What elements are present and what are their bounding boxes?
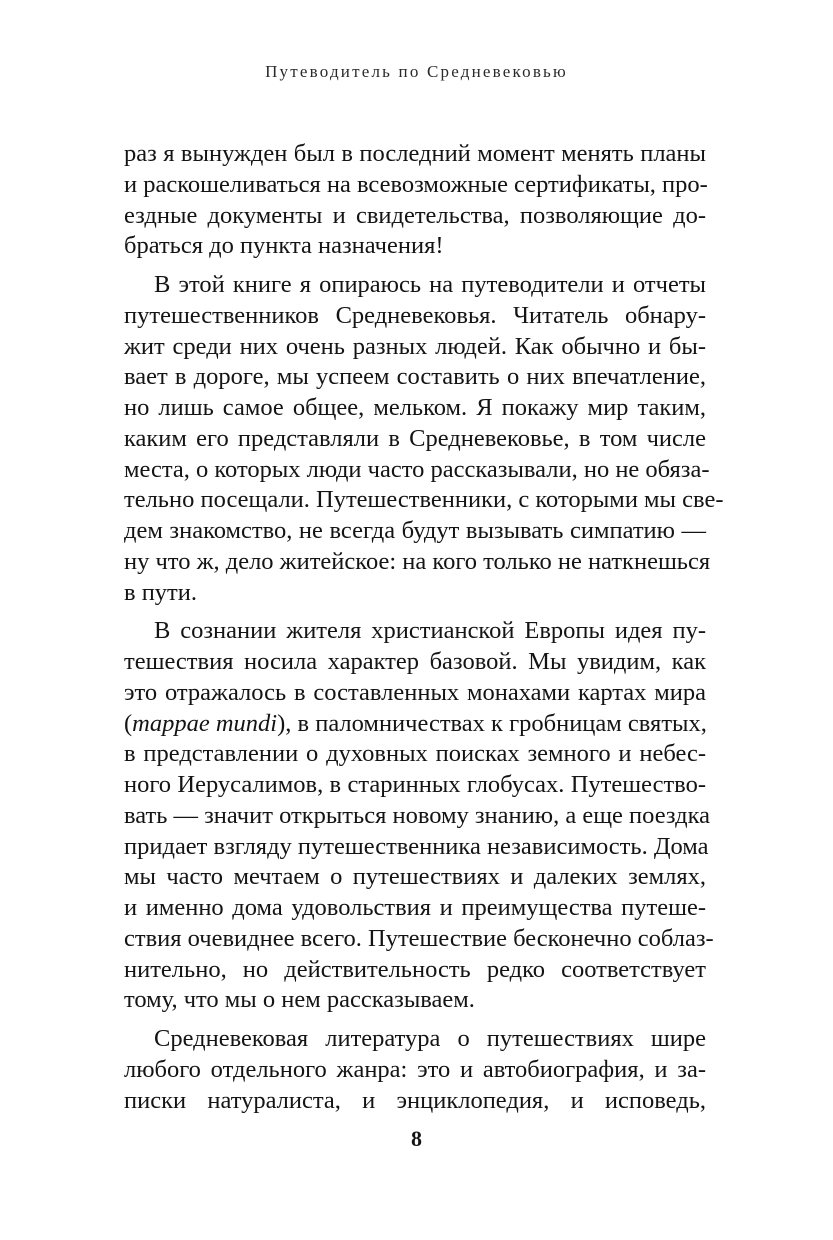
text-line: мы часто мечтаем о путешествиях и далеких землях, xyxy=(124,863,706,891)
text-line: тешествия носила характер базовой. Мы увидим, как xyxy=(124,648,706,675)
page-number: 8 xyxy=(411,1126,422,1151)
text-line: В этой книге я опираюсь на путеводители и отчеты xyxy=(154,271,706,298)
text-line: (mappae mundi), в паломничествах к гробницам святых, xyxy=(124,709,707,737)
text-line: вает в дороге, мы успеем составить о них впечатление, xyxy=(124,363,706,391)
text-line: путешественников Средневековья. Читатель обнару- xyxy=(124,301,706,329)
paragraph-gap xyxy=(124,608,706,616)
text-line: места, о которых люди часто рассказывали, но не обяза- xyxy=(124,455,710,483)
text-line: ствия очевиднее всего. Путешествие бесконечно соблаз- xyxy=(124,924,714,952)
text-line: в пути. xyxy=(124,578,197,606)
italic-term: mappae mundi xyxy=(132,709,278,737)
text-line: каким его представляли в Средневековье, в том числе xyxy=(124,424,706,452)
text-line: и именно дома удовольствия и преимущества путеше- xyxy=(124,894,706,921)
paragraph xyxy=(124,139,706,262)
text-line: ного Иерусалимов, в старинных глобусах. Путешество- xyxy=(124,771,706,798)
text-line: придает взгляду путешественника независимость. Дома xyxy=(124,832,709,860)
body-text xyxy=(124,139,724,1116)
text-line: тельно посещали. Путешественники, с которыми мы све- xyxy=(124,486,724,514)
text-line: и раскошеливаться на всевозможные сертификаты, про- xyxy=(124,170,708,198)
paragraph xyxy=(124,616,714,1016)
text-line: в представлении о духовных поисках земного и небес- xyxy=(124,740,706,768)
text-line: нительно, но действительность редко соответствует xyxy=(124,955,706,983)
text-line: тому, что мы о нем рассказываем. xyxy=(124,986,475,1014)
text-line: писки натуралиста, и энциклопедия, и исповедь, xyxy=(124,1086,706,1114)
text-line: вать — значит открыться новому знанию, а еще поездка xyxy=(124,801,711,829)
text-line: жит среди них очень разных людей. Как обычно и бы- xyxy=(124,332,706,360)
text-line: браться до пункта назначения! xyxy=(124,232,444,260)
text-line: раз я вынужден был в последний момент менять планы xyxy=(124,140,706,167)
paragraph-gap xyxy=(124,262,706,270)
text-line: Средневековая литература о путешествиях шире xyxy=(154,1025,706,1052)
text-line: ну что ж, дело житейское: на кого только не наткнешься xyxy=(124,547,711,575)
running-head: Путеводитель по Средневековью xyxy=(265,62,568,81)
text-line: дем знакомство, не всегда будут вызывать симпатию — xyxy=(124,517,706,544)
text-line: любого отдельного жанра: это и автобиография, и за- xyxy=(124,1055,706,1083)
paragraph-gap xyxy=(124,1016,706,1024)
text-line: В сознании жителя христианской Европы идея пу- xyxy=(154,617,706,645)
paragraph xyxy=(124,270,724,608)
paragraph xyxy=(124,1024,706,1116)
text-line: но лишь самое общее, мельком. Я покажу мир таким, xyxy=(124,394,706,421)
text-line: ездные документы и свидетельства, позволяющие до- xyxy=(124,201,706,229)
text-line: это отражалось в составленных монахами картах мира xyxy=(124,678,706,706)
